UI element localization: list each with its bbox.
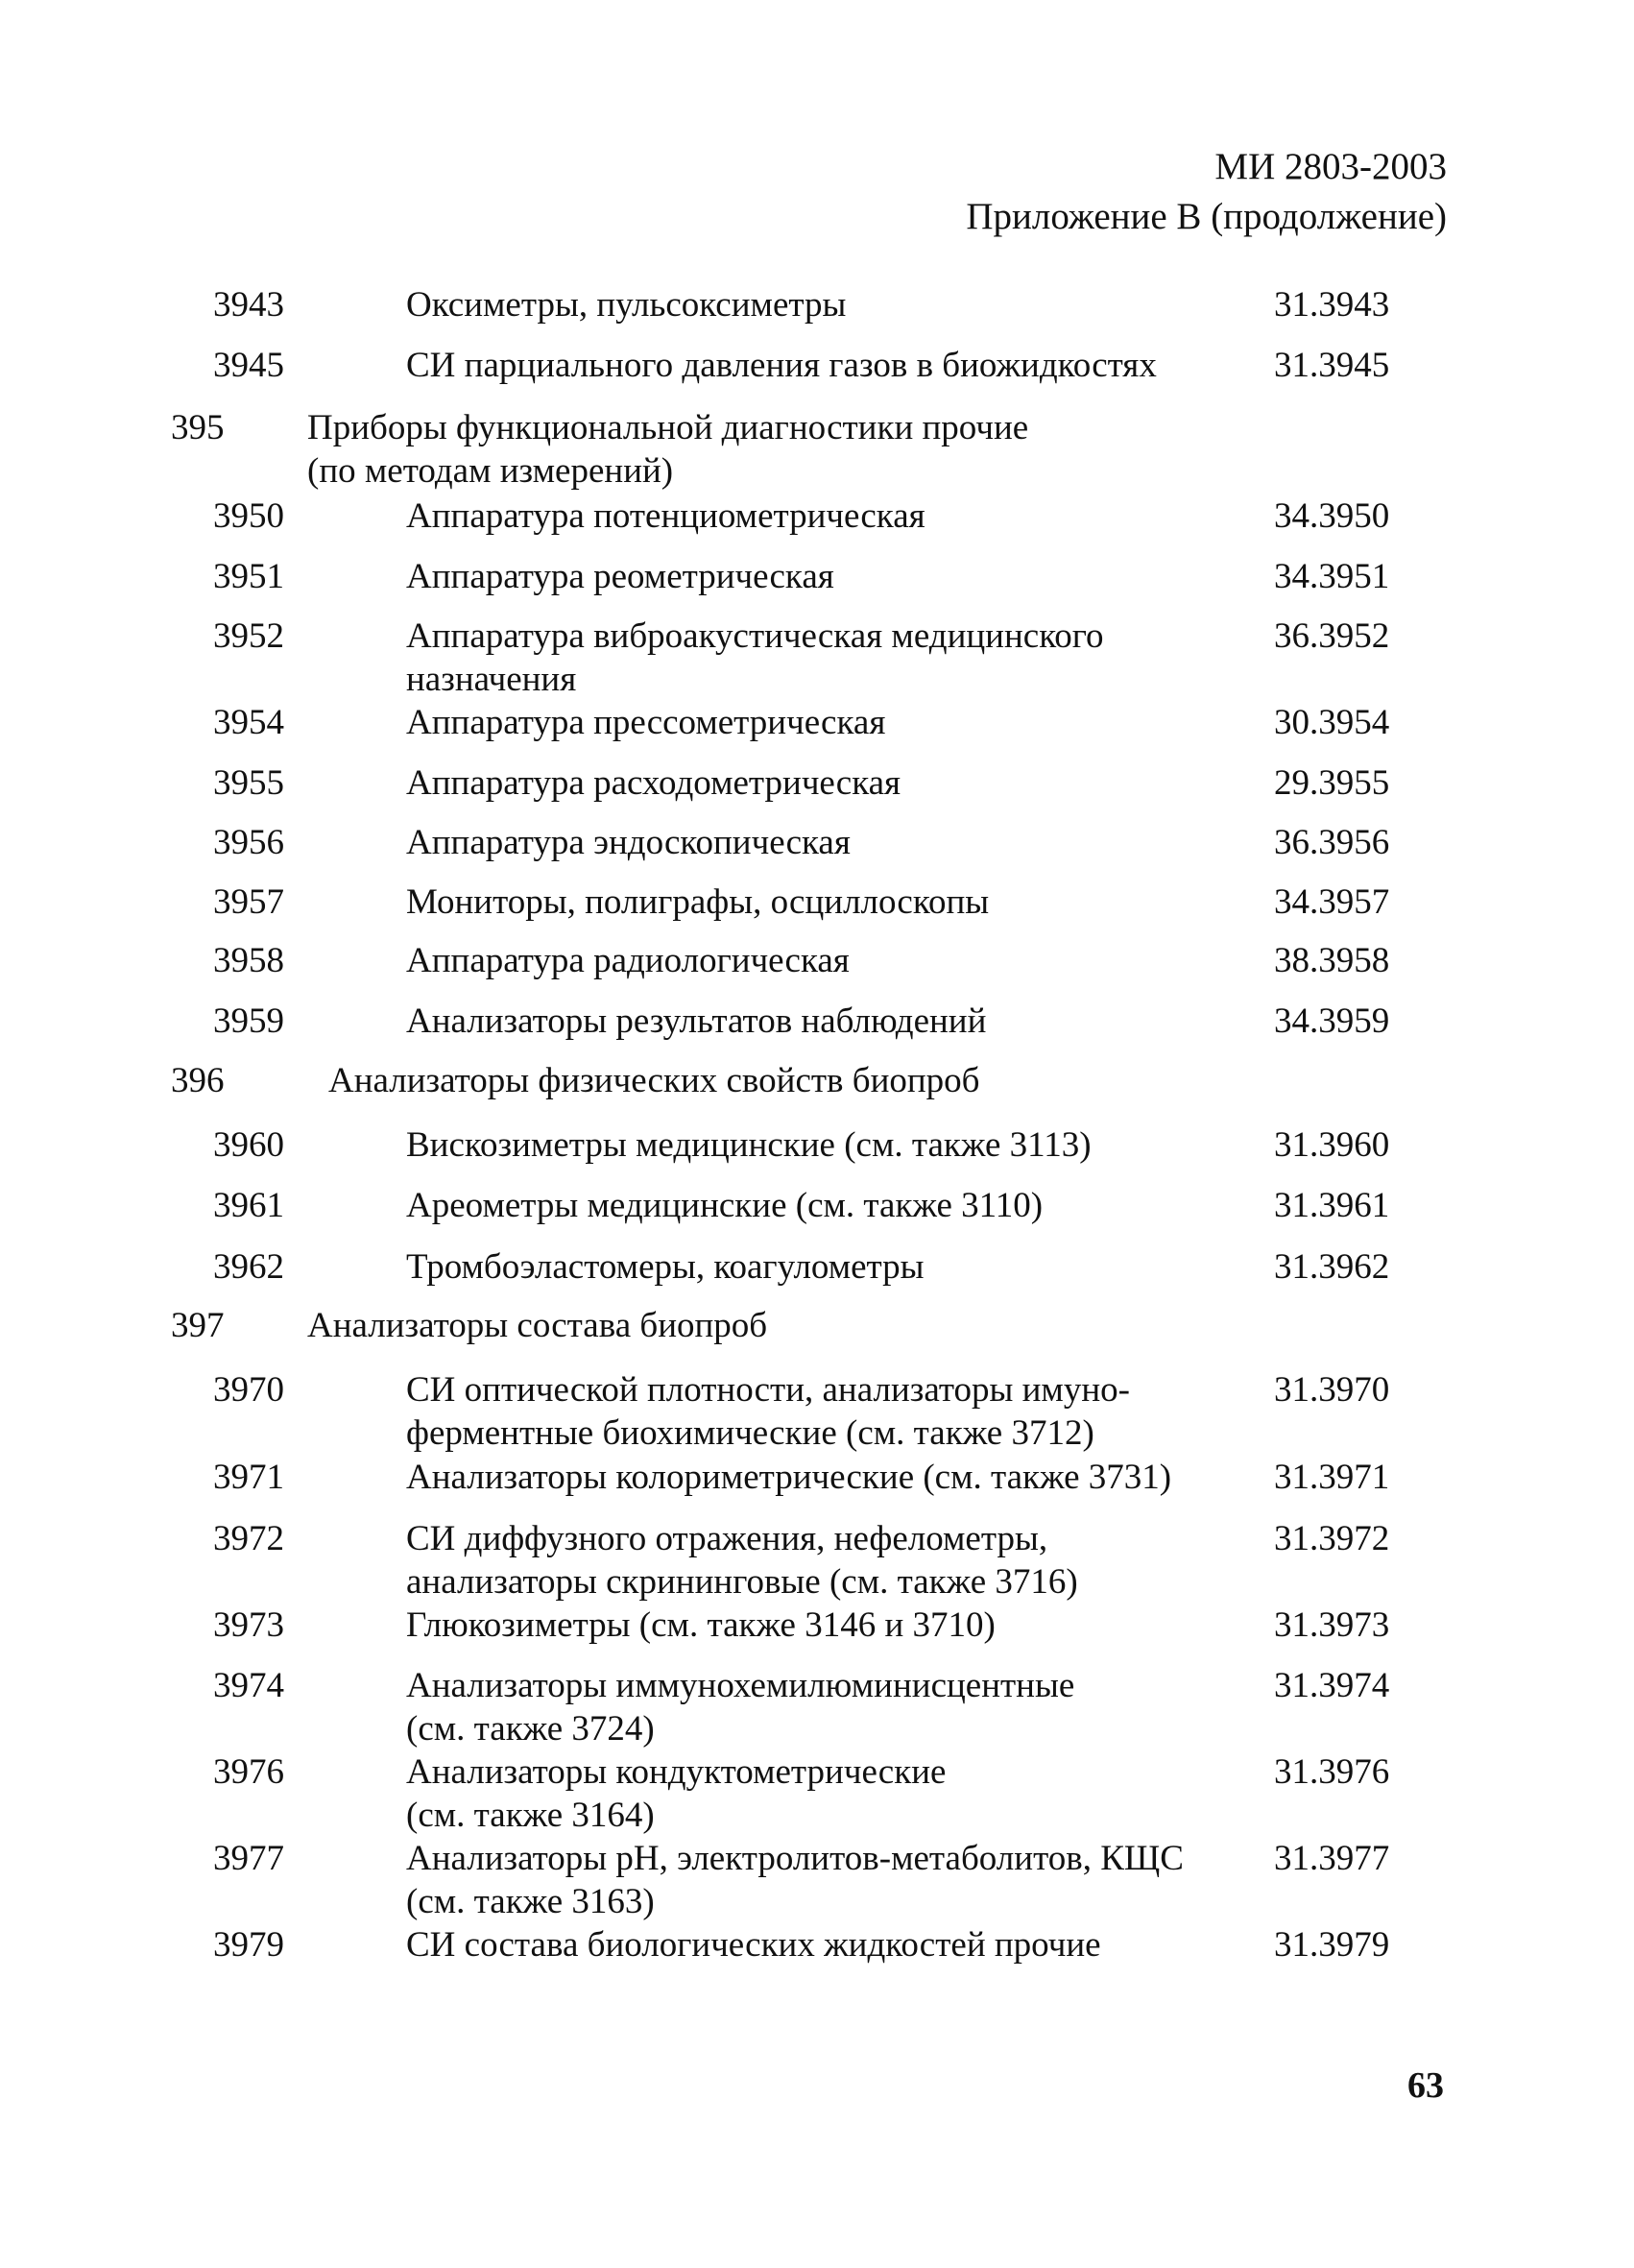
row-reference: 38.3958 [1274, 941, 1390, 980]
row-reference: 30.3954 [1274, 703, 1390, 742]
row-name: Анализаторы рН, электролитов-метаболитов, КЩС (см. также 3163) [406, 1839, 1184, 1921]
row-code: 3974 [213, 1666, 284, 1705]
row-code: 3962 [213, 1247, 284, 1287]
row-name: Аппаратура реометрическая [406, 557, 834, 596]
row-code: 3976 [213, 1752, 284, 1792]
row-name: Анализаторы колориметрические (см. также 3731) [406, 1458, 1172, 1497]
row-code: 3943 [213, 285, 284, 325]
row-code: 3951 [213, 557, 284, 596]
row-code: 3960 [213, 1125, 284, 1165]
appendix-label: Приложение В (продолжение) [966, 196, 1447, 237]
row-name: Аппаратура виброакустическая медицинского назначения [406, 616, 1104, 699]
row-reference: 36.3952 [1274, 616, 1390, 656]
row-code: 3971 [213, 1458, 284, 1497]
row-code: 3970 [213, 1370, 284, 1410]
group-code: 396 [171, 1061, 225, 1100]
row-reference: 31.3977 [1274, 1839, 1390, 1878]
row-code: 3979 [213, 1925, 284, 1965]
row-code: 3957 [213, 882, 284, 922]
row-code: 3958 [213, 941, 284, 980]
row-name: Тромбоэластомеры, коагулометры [406, 1247, 925, 1287]
row-name: СИ состава биологических жидкостей прочие [406, 1925, 1101, 1965]
row-name: Аппаратура потенциометрическая [406, 496, 925, 536]
row-name: Анализаторы иммунохемилюминисцентные (см. также 3724) [406, 1666, 1075, 1749]
row-name: Вискозиметры медицинские (см. также 3113) [406, 1125, 1092, 1165]
row-name: Анализаторы результатов наблюдений [406, 1001, 987, 1041]
row-reference: 34.3959 [1274, 1001, 1390, 1041]
group-code: 397 [171, 1306, 225, 1345]
row-name: Аппаратура расходометрическая [406, 763, 901, 803]
row-reference: 31.3971 [1274, 1458, 1390, 1497]
row-reference: 36.3956 [1274, 823, 1390, 862]
row-name: Анализаторы кондуктометрические (см. также 3164) [406, 1752, 947, 1835]
row-reference: 34.3950 [1274, 496, 1390, 536]
row-code: 3954 [213, 703, 284, 742]
row-reference: 31.3974 [1274, 1666, 1390, 1705]
row-code: 3945 [213, 346, 284, 385]
row-code: 3956 [213, 823, 284, 862]
row-reference: 31.3962 [1274, 1247, 1390, 1287]
row-reference: 31.3943 [1274, 285, 1390, 325]
group-name: Анализаторы физических свойств биопроб [328, 1061, 980, 1100]
row-reference: 31.3976 [1274, 1752, 1390, 1792]
row-name: Мониторы, полиграфы, осциллоскопы [406, 882, 990, 922]
row-reference: 34.3957 [1274, 882, 1390, 922]
row-reference: 31.3973 [1274, 1605, 1390, 1645]
page-number: 63 [1407, 2065, 1444, 2106]
row-reference: 29.3955 [1274, 763, 1390, 803]
row-code: 3977 [213, 1839, 284, 1878]
row-reference: 31.3970 [1274, 1370, 1390, 1410]
row-name: Ареометры медицинские (см. также 3110) [406, 1186, 1044, 1225]
row-reference: 31.3945 [1274, 346, 1390, 385]
document-number: МИ 2803-2003 [1214, 146, 1447, 187]
row-code: 3961 [213, 1186, 284, 1225]
row-reference: 31.3979 [1274, 1925, 1390, 1965]
page-header [966, 142, 1447, 242]
row-name: Аппаратура эндоскопическая [406, 823, 851, 862]
row-code: 3959 [213, 1001, 284, 1041]
row-name: СИ оптической плотности, анализаторы имуно- ферментные биохимические (см. также 3712) [406, 1370, 1130, 1453]
row-reference: 31.3972 [1274, 1519, 1390, 1558]
group-name: Анализаторы состава биопроб [307, 1306, 768, 1345]
row-code: 3972 [213, 1519, 284, 1558]
row-name: Аппаратура прессометрическая [406, 703, 886, 742]
row-name: СИ диффузного отражения, нефелометры, анализаторы скрининговые (см. также 3716) [406, 1519, 1078, 1602]
row-reference: 31.3960 [1274, 1125, 1390, 1165]
row-reference: 34.3951 [1274, 557, 1390, 596]
group-name: Приборы функциональной диагностики прочие (по методам измерений) [307, 408, 1029, 491]
row-name: Аппаратура радиологическая [406, 941, 850, 980]
row-name: Глюкозиметры (см. также 3146 и 3710) [406, 1605, 996, 1645]
row-reference: 31.3961 [1274, 1186, 1390, 1225]
group-code: 395 [171, 408, 225, 447]
row-code: 3950 [213, 496, 284, 536]
row-name: Оксиметры, пульсоксиметры [406, 285, 847, 325]
row-code: 3952 [213, 616, 284, 656]
row-name: СИ парциального давления газов в биожидкостях [406, 346, 1157, 385]
row-code: 3973 [213, 1605, 284, 1645]
row-code: 3955 [213, 763, 284, 803]
